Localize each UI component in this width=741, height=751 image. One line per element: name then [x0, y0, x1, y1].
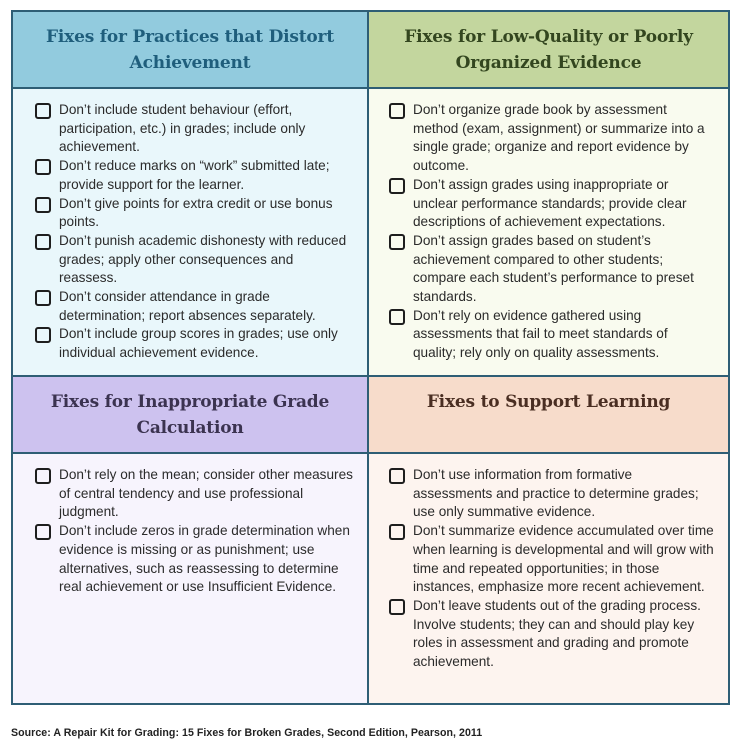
checkbox-icon[interactable]: [35, 234, 51, 250]
panel-body: [13, 89, 367, 375]
panel-title: Fixes to Support Learning: [426, 392, 671, 412]
checkbox-icon[interactable]: [389, 309, 405, 325]
checklist-item: [389, 232, 714, 307]
checkbox-icon[interactable]: [389, 234, 405, 250]
checklist: [35, 466, 353, 597]
panel-header: [369, 12, 728, 89]
checklist: [389, 101, 714, 363]
panel-distort-achievement: [13, 12, 369, 377]
checkbox-icon[interactable]: [35, 197, 51, 213]
checklist-item: [35, 157, 353, 194]
checkbox-icon[interactable]: [35, 327, 51, 343]
checkbox-icon[interactable]: [35, 103, 51, 119]
panel-body: [13, 454, 367, 703]
checklist-item-text: Don’t give points for extra credit or use bonus points.: [59, 195, 333, 230]
checkbox-icon[interactable]: [35, 290, 51, 306]
panel-body: [369, 454, 728, 703]
checklist-item-text: Don’t punish academic dishonesty with reduced grades; apply other consequences and reassess.: [59, 232, 347, 286]
checkbox-icon[interactable]: [389, 178, 405, 194]
checklist-item-text: Don’t assign grades using inappropriate or unclear performance standards; provide clear descriptions of achievement expectations.: [413, 176, 687, 230]
checkbox-icon[interactable]: [35, 159, 51, 175]
checklist-item: [389, 466, 714, 522]
panel-grade-calculation: [13, 377, 369, 703]
panel-body: [369, 89, 728, 375]
checklist-item-text: Don’t use information from formative assessments and practice to determine grades; use only summative evidence.: [413, 467, 699, 520]
source-citation: Source: A Repair Kit for Grading: 15 Fixes for Broken Grades, Second Edition, Pearson, 2011: [11, 727, 483, 739]
panel-title: Fixes for Inappropriate Grade Calculation: [50, 392, 330, 438]
checkbox-icon[interactable]: [389, 599, 405, 615]
checklist-item: [389, 522, 714, 597]
checklist-item: [389, 176, 714, 232]
checklist-item: [35, 101, 353, 157]
checklist-item-text: Don’t summarize evidence accumulated over time when learning is developmental and will grow with time and repeated opportunities; in those instances, emphasize more recent achievement.: [413, 523, 714, 595]
checklist-item: [35, 325, 353, 362]
checklist-item-text: Don’t include group scores in grades; use only individual achievement evidence.: [59, 326, 338, 361]
checklist-item-text: Don’t rely on the mean; consider other measures of central tendency and use professional judgment.: [59, 467, 353, 520]
checklist-item: [389, 597, 714, 672]
checklist-item-text: Don’t organize grade book by assessment method (exam, assignment) or summarize into a single grade; organize and report evidence by outcome.: [413, 102, 705, 174]
checklist-item: [389, 307, 714, 363]
checklist-item: [35, 232, 353, 288]
checkbox-icon[interactable]: [35, 524, 51, 540]
checklist-item-text: Don’t consider attendance in grade determination; report absences separately.: [59, 289, 316, 323]
panel-header: [13, 12, 367, 89]
checklist-item-text: Don’t rely on evidence gathered using assessments that fail to meet standards of quality; rely only on quality assessments.: [413, 307, 668, 361]
checkbox-icon[interactable]: [389, 468, 405, 484]
checklist-item-text: Don’t include zeros in grade determination when evidence is missing or as punishment; use alternatives, such as reassessing to determine real achievement or use Insufficient Evidence.: [59, 523, 350, 595]
checklist-item: [35, 522, 353, 597]
checklist-item: [35, 466, 353, 522]
panel-header: [13, 377, 367, 454]
panel-title: Fixes for Low-Quality or Poorly Organized Evidence: [404, 27, 693, 73]
checkbox-icon[interactable]: [389, 524, 405, 540]
checklist-item-text: Don’t reduce marks on “work” submitted late; provide support for the learner.: [59, 158, 330, 192]
fixes-grid: [11, 10, 730, 705]
checkbox-icon[interactable]: [389, 103, 405, 119]
checklist-item-text: Don’t include student behaviour (effort, participation, etc.) in grades; include only achievement.: [59, 102, 306, 155]
checklist: [35, 101, 353, 363]
panel-title: Fixes for Practices that Distort Achievement: [46, 27, 334, 73]
checklist-item: [35, 288, 353, 325]
checklist-item-text: Don’t assign grades based on student’s achievement compared to other students; compare each student’s performance to preset standards.: [413, 232, 694, 305]
panel-support-learning: [369, 377, 728, 703]
checklist: [389, 466, 714, 672]
checklist-item-text: Don’t leave students out of the grading process. Involve students; they can and should play key roles in assessment and grading and promote achievement.: [413, 597, 701, 670]
checklist-item: [35, 195, 353, 232]
panel-low-quality-evidence: [369, 12, 728, 377]
panel-header: [369, 377, 728, 454]
checkbox-icon[interactable]: [35, 468, 51, 484]
checklist-item: [389, 101, 714, 176]
